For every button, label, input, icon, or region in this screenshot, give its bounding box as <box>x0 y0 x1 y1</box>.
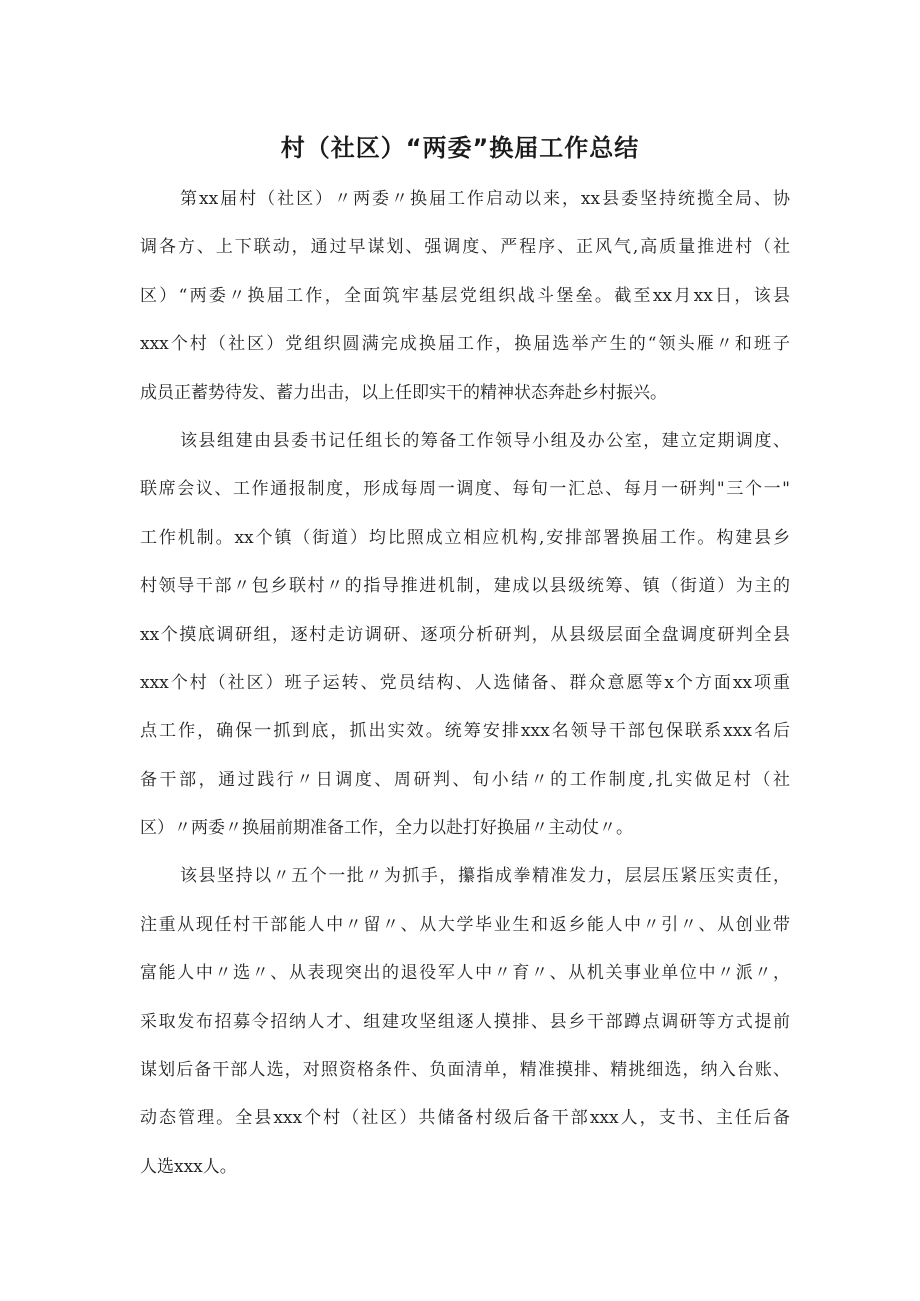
paragraph-2-line-2: 联席会议、工作通报制度，形成每周一调度、每旬一汇总、每月一研判"三个一" <box>140 479 790 500</box>
paragraph-3-line-7: 人选xxx人。 <box>140 1156 237 1177</box>
paragraph-1-line-2: 调各方、上下联动，通过早谋划、强调度、严程序、正风气,高质量推进村（社 <box>140 237 790 258</box>
paragraph-3-line-6: 动态管理。全县xxx个村（社区）共储备村级后备干部xxx人，支书、主任后备 <box>140 1108 790 1129</box>
paragraph-1-line-4: xxx个村（社区）党组织圆满完成换届工作，换届选举产生的“领头雁〃和班子 <box>140 334 790 355</box>
paragraph-2-line-4: 村领导干部〃包乡联村〃的指导推进机制，建成以县级统筹、镇（街道）为主的 <box>140 576 790 597</box>
paragraph-2-line-6: xxx个村（社区）班子运转、党员结构、人选储备、群众意愿等x个方面xx项重 <box>140 672 790 693</box>
paragraph-1-line-1: 第xx届村（社区）〃两委〃换届工作启动以来，xx县委坚持统揽全局、协 <box>180 189 790 209</box>
paragraph-3-line-1: 该县坚持以〃五个一批〃为抓手，攥指成拳精准发力，层层压紧压实责任， <box>180 866 790 887</box>
document-title: 村（社区）“两委”换届工作总结 <box>280 134 640 162</box>
paragraph-2-line-9: 区）〃两委〃换届前期准备工作，全力以赴打好换届〃主动仗〃。 <box>140 818 633 839</box>
paragraph-2-line-3: 工作机制。xx个镇（街道）均比照成立相应机构,安排部署换届工作。构建县乡 <box>140 527 790 548</box>
paragraph-2-line-1: 该县组建由县委书记任组长的筹备工作领导小组及办公室，建立定期调度、 <box>180 430 790 451</box>
paragraph-2-line-5: xx个摸底调研组，逐村走访调研、逐项分析研判，从县级层面全盘调度研判全县 <box>140 624 790 645</box>
paragraph-3-line-4: 采取发布招募令招纳人才、组建攻坚组逐人摸排、县乡干部蹲点调研等方式提前 <box>140 1011 790 1032</box>
paragraph-3-line-5: 谋划后备干部人选，对照资格条件、负面清单，精准摸排、精挑细选，纳入台账、 <box>140 1060 790 1081</box>
paragraph-2-line-7: 点工作，确保一抓到底，抓出实效。统筹安排xxx名领导干部包保联系xxx名后 <box>140 721 790 742</box>
document-body <box>140 175 790 1191</box>
paragraph-1-line-3: 区）“两委〃换届工作，全面筑牢基层党组织战斗堡垒。截至xx月xx日，该县 <box>140 285 790 306</box>
paragraph-3-line-2: 注重从现任村干部能人中〃留〃、从大学毕业生和返乡能人中〃引〃、从创业带 <box>140 914 790 935</box>
paragraph-1-line-5: 成员正蓄势待发、蓄力出击，以上任即实干的精神状态奔赴乡村振兴。 <box>140 382 667 403</box>
paragraph-3-line-3: 富能人中〃选〃、从表现突出的退役军人中〃育〃、从机关事业单位中〃派〃， <box>140 963 790 984</box>
paragraph-2-line-8: 备干部，通过践行〃日调度、周研判、旬小结〃的工作制度,扎实做足村（社 <box>140 769 790 790</box>
